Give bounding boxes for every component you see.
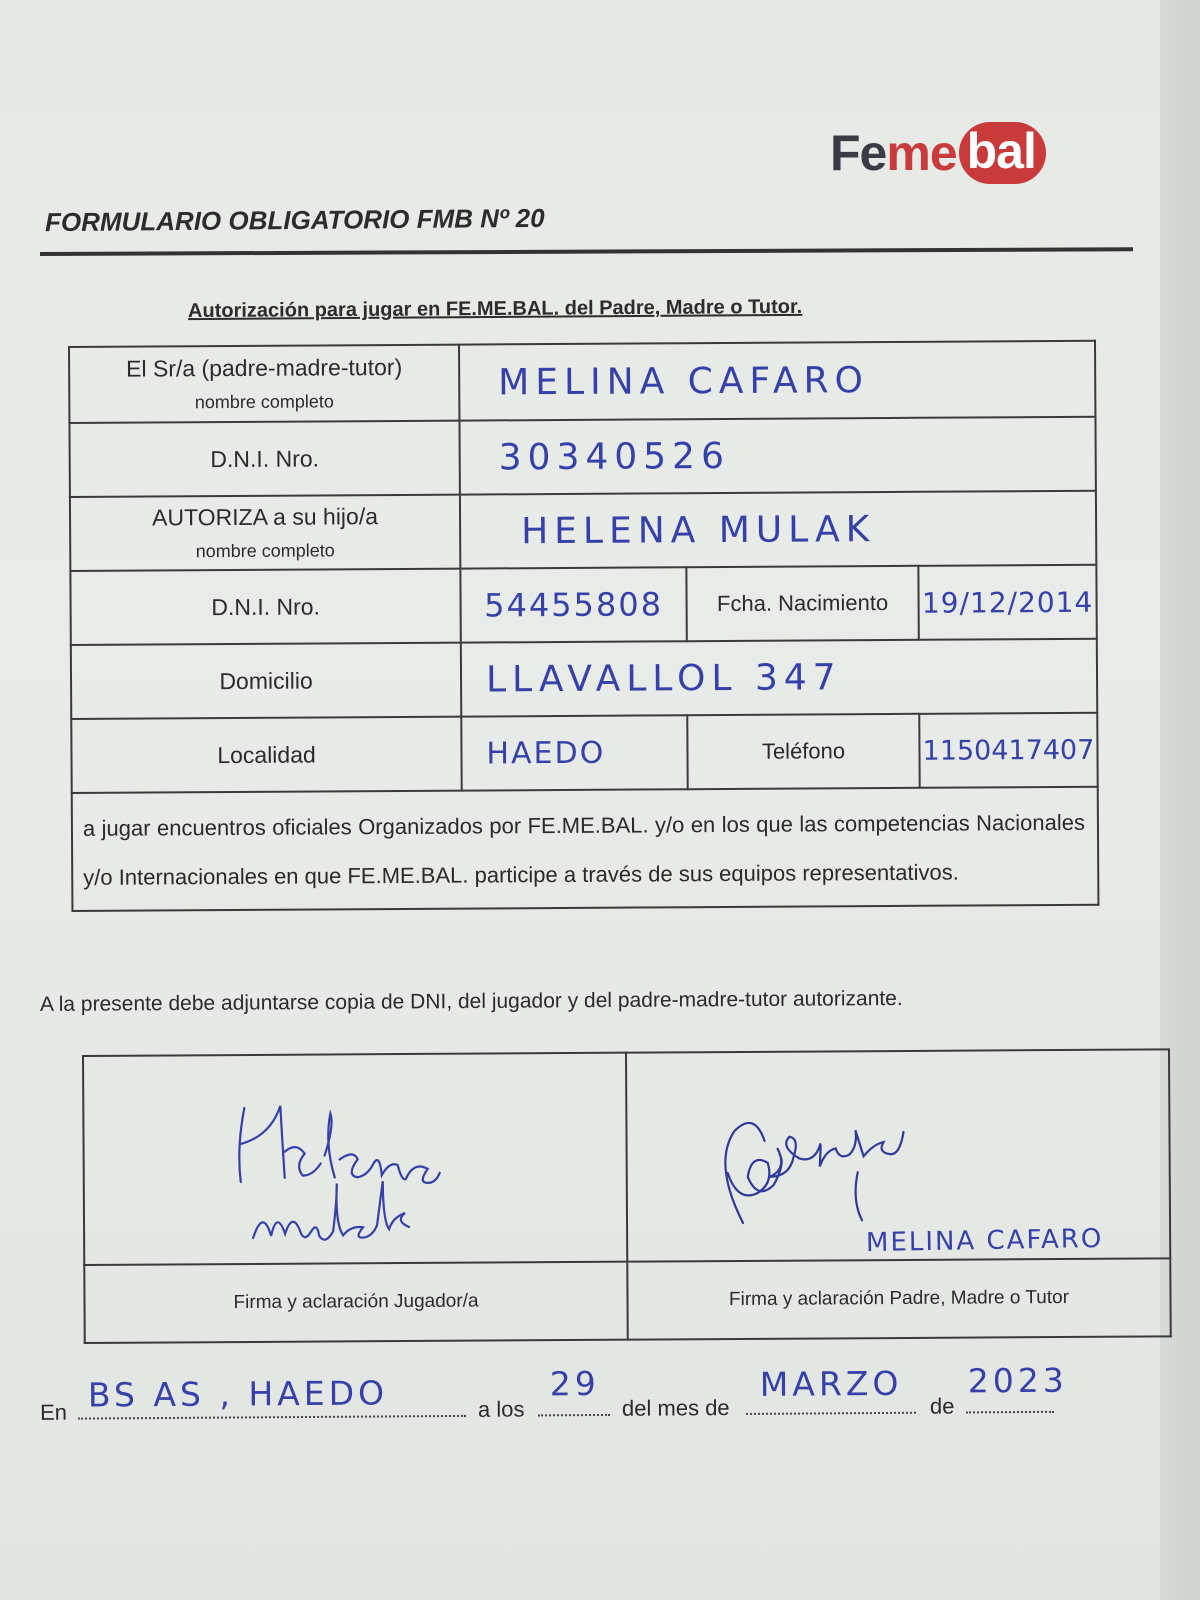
- attachment-note: A la presente debe adjuntarse copia de DNI, del jugador y del padre-madre-tutor autorizante.: [39, 986, 903, 1017]
- signature-table: [82, 1048, 1172, 1344]
- year-dotted-line: [966, 1411, 1054, 1414]
- parent-name-value: MELINA CAFARO: [498, 359, 869, 403]
- parent-name-field[interactable]: [459, 341, 1095, 421]
- player-signature-box[interactable]: [83, 1053, 627, 1265]
- address-label: Domicilio: [71, 643, 461, 719]
- child-name-label-cell: [70, 495, 460, 571]
- parent-dni-field[interactable]: [459, 417, 1095, 495]
- parent-signature-caption: Firma y aclaración Padre, Madre o Tutor: [627, 1258, 1170, 1339]
- parent-name-row: [69, 341, 1095, 423]
- parent-dni-value: 30340526: [498, 435, 731, 478]
- address-field[interactable]: [461, 639, 1097, 717]
- parent-dni-label: D.N.I. Nro.: [69, 421, 459, 497]
- parent-printed-name: MELINA CAFARO: [865, 1223, 1104, 1259]
- date-place-value[interactable]: BS AS , HAEDO: [87, 1373, 389, 1415]
- month-dotted-line: [746, 1412, 916, 1415]
- day-dotted-line: [538, 1414, 610, 1417]
- child-name-value: HELENA MULAK: [521, 508, 876, 552]
- logo-part-me: me: [886, 125, 957, 181]
- date-year-value[interactable]: 2023: [967, 1360, 1068, 1401]
- parent-name-label: El Sr/a (padre-madre-tutor): [126, 353, 403, 382]
- child-name-row: [70, 491, 1096, 571]
- date-de-label: de: [929, 1393, 955, 1419]
- address-row: [71, 639, 1097, 719]
- date-line: [39, 1360, 1150, 1442]
- parent-dni-row: [69, 417, 1095, 497]
- logo-part-bal: bal: [959, 122, 1046, 184]
- parent-name-sublabel: nombre completo: [194, 391, 334, 413]
- date-day-value[interactable]: 29: [549, 1363, 600, 1404]
- date-month-value[interactable]: MARZO: [759, 1363, 903, 1404]
- child-name-sublabel: nombre completo: [195, 540, 335, 562]
- city-row: [71, 713, 1097, 793]
- child-dni-row: [70, 565, 1096, 645]
- date-en-label: En: [39, 1399, 68, 1425]
- authorization-text: a jugar encuentros oficiales Organizados por FE.ME.BAL. y/o en los que las competencias Nacionales y/o Internacionales en que FE.ME.BAL. participe a través de sus equipos representativos.: [72, 787, 1099, 911]
- authorization-text-row: [72, 787, 1099, 911]
- player-signature-image: [84, 1054, 635, 1262]
- paper-edge: [1160, 0, 1200, 1600]
- date-mes-label: del mes de: [621, 1395, 730, 1421]
- child-dni-value: 54455808: [484, 585, 664, 625]
- parent-name-label-cell: [69, 345, 459, 423]
- phone-field[interactable]: [919, 713, 1097, 788]
- child-name-label: AUTORIZA a su hijo/a: [152, 503, 379, 531]
- player-signature-caption: Firma y aclaración Jugador/a: [84, 1262, 627, 1343]
- phone-label: Teléfono: [687, 714, 919, 789]
- city-field[interactable]: [461, 715, 687, 790]
- child-dni-field[interactable]: [460, 567, 686, 642]
- place-dotted-line: [78, 1415, 466, 1420]
- address-value: LLAVALLOL 347: [485, 656, 842, 700]
- form-subtitle: Autorización para jugar en FE.ME.BAL. del Padre, Madre o Tutor.: [187, 295, 803, 323]
- logo-part-fe: Fe: [830, 125, 887, 181]
- city-value: HAEDO: [486, 735, 606, 771]
- femebal-logo: [830, 118, 1046, 188]
- child-name-field[interactable]: [460, 491, 1096, 569]
- birth-date-field[interactable]: [918, 565, 1096, 640]
- form-title: FORMULARIO OBLIGATORIO FMB Nº 20: [44, 202, 545, 238]
- date-a-los-label: a los: [477, 1396, 525, 1422]
- city-label: Localidad: [71, 717, 461, 793]
- authorization-table: [68, 340, 1099, 912]
- birth-date-label: Fcha. Nacimiento: [686, 566, 918, 641]
- child-dni-label: D.N.I. Nro.: [70, 569, 460, 645]
- birth-date-value: 19/12/2014: [921, 585, 1094, 620]
- phone-value: 1150417407: [922, 734, 1095, 767]
